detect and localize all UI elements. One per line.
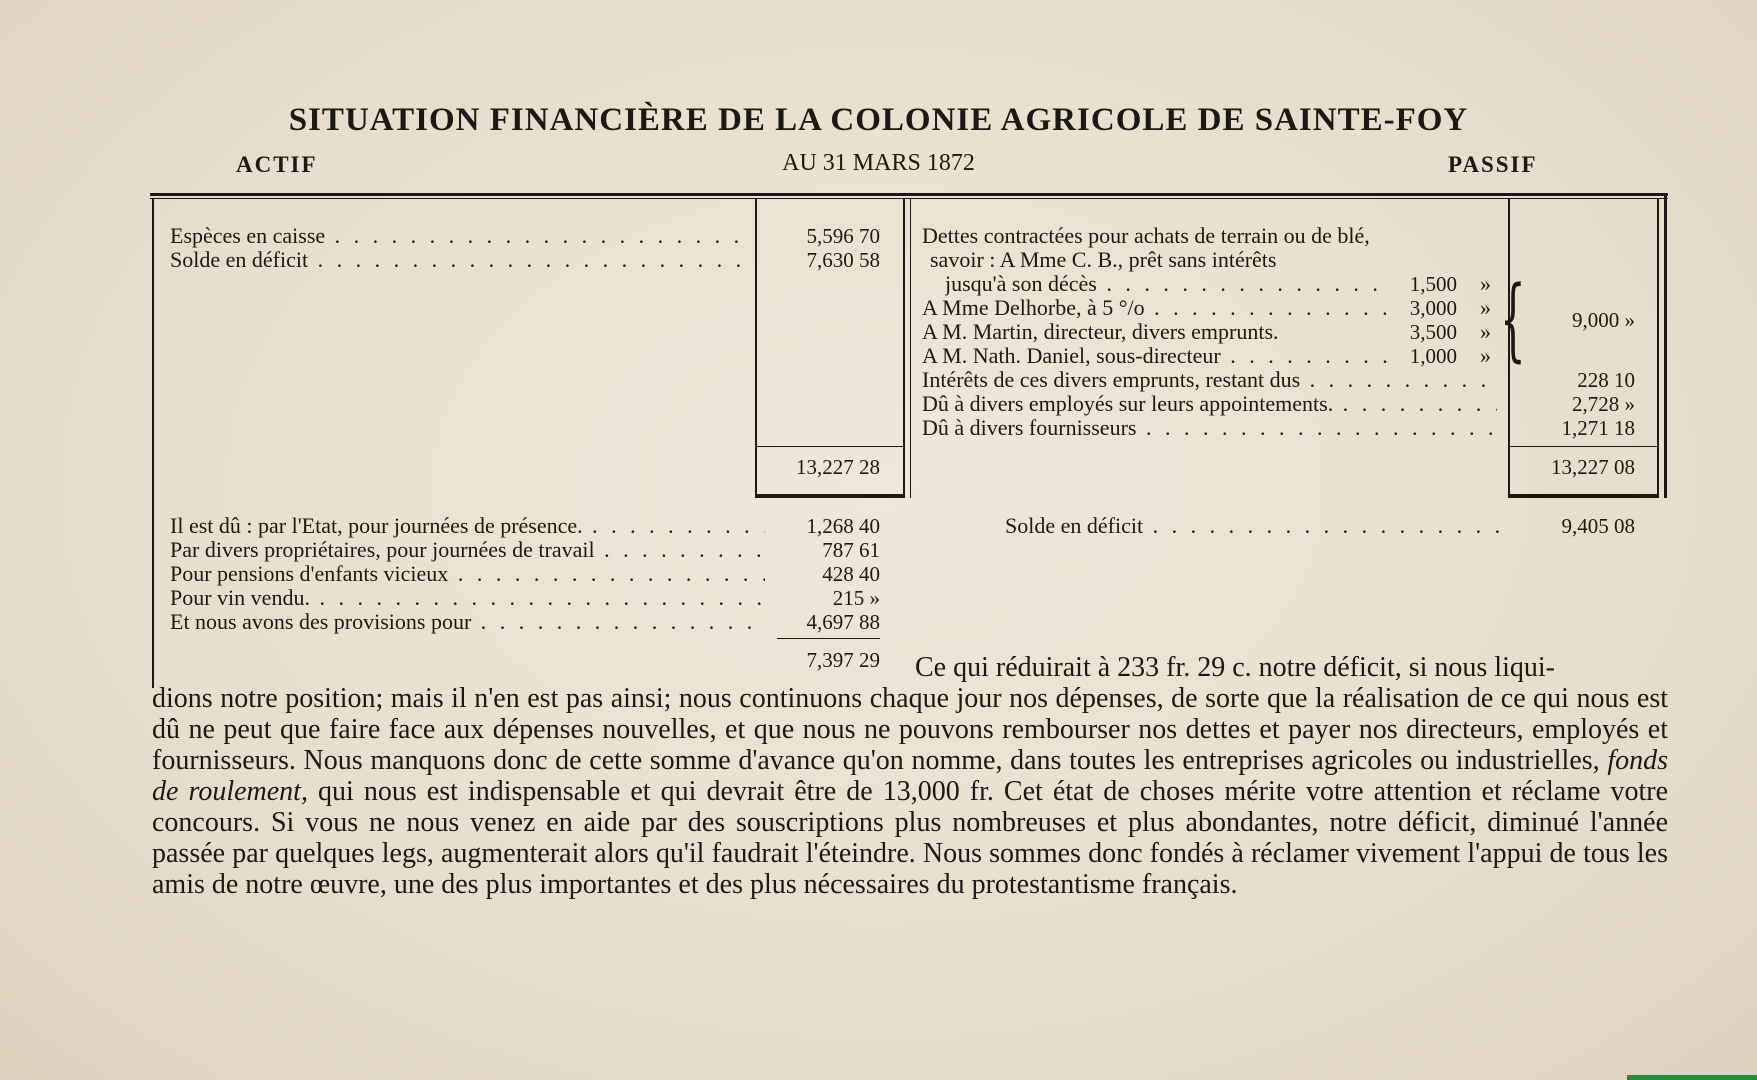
receivable-row-label: Et nous avons des provisions pour . . . (170, 610, 765, 634)
date-heading: AU 31 MARS 1872 (782, 150, 975, 176)
edge-mark (1627, 1075, 1757, 1080)
passif-subrow-mark: » (1480, 295, 1491, 320)
passif-subrow-mark: » (1480, 271, 1491, 296)
passif-subrow-mark: » (1480, 343, 1491, 368)
paragraph-italic: fonds de roulement, (152, 745, 1669, 807)
passif-subrow-amount: 1,500 (1409, 272, 1457, 296)
left-border (152, 198, 154, 688)
receivable-row-amount: 215 » (832, 586, 880, 610)
receivable-row-label: Il est dû : par l'Etat, pour journées de présence. . . . (170, 514, 765, 538)
passif-subrow-label: jusqu'à son décès . . . (945, 272, 1390, 296)
paragraph-first-line: Ce qui réduirait à 233 fr. 29 c. notre déficit, si nous liqui- (915, 652, 1555, 683)
passif-subrow-label: A M. Martin, directeur, divers emprunts. (922, 319, 1279, 344)
passif-row-amount: 2,728 » (1572, 392, 1635, 416)
passif-subrow-label: A Mme Delhorbe, à 5 °/o . . . (922, 296, 1390, 320)
deficit-label: Solde en déficit . . . (1005, 514, 1505, 538)
actif-total: 13,227 28 (796, 455, 880, 479)
passif-subrow-amount: 3,000 (1409, 296, 1457, 320)
passif-row-amount: 1,271 18 (1561, 416, 1635, 440)
receivable-row-label: Pour pensions d'enfants vicieux . . . (170, 562, 765, 586)
deficit-amount: 9,405 08 (1561, 514, 1635, 538)
actif-amount-right-rule (903, 198, 905, 498)
receivable-row-amount: 1,268 40 (806, 514, 880, 538)
passif-row-label: Dû à divers fournisseurs . . . (922, 416, 1497, 440)
passif-debts-line1: Dettes contractées pour achats de terrain ou de blé, (922, 223, 1370, 248)
passif-subtotal-rule (1510, 446, 1657, 447)
actif-row-amount: 7,630 58 (806, 248, 880, 272)
receivables-total: 7,397 29 (806, 648, 880, 672)
passif-subrow-amount: 1,000 (1409, 344, 1457, 368)
curly-brace: { (1500, 267, 1526, 372)
actif-row-amount: 5,596 70 (806, 224, 880, 248)
passif-heading: PASSIF (1448, 152, 1538, 177)
top-rule-thin (150, 198, 1668, 199)
passif-amount-right-rule (1657, 198, 1659, 498)
receivable-row-amount: 4,697 88 (806, 610, 880, 634)
receivable-row-amount: 428 40 (822, 562, 880, 586)
passif-row-label: Dû à divers employés sur leurs appointements. . . . (922, 392, 1497, 416)
passif-subrow-amount: 3,500 (1409, 320, 1457, 344)
receivable-row-label: Par divers propriétaires, pour journées de travail . . . (170, 538, 765, 562)
actif-row-label: Solde en déficit . . . (170, 248, 740, 272)
paragraph-text-end: qui nous est indispensable et qui devrait être de 13,000 fr. Cet état de choses mérite votre attention et réclame votre concours. Si vous ne nous venez en aide par des souscriptions plus nombreuses et plus abondantes, notre déficit, diminué l'année passée par quelques legs, augmenterait alors qu'il faudrait l'éteindre. Nous sommes donc fondés à réclamer vivement l'appui de tous les amis de notre œuvre, une des plus importantes et des plus nécessaires du protestantisme français. (152, 776, 1669, 900)
passif-left-rule (910, 198, 911, 498)
actif-total-rule (757, 494, 903, 498)
passif-row-label: Intérêts de ces divers emprunts, restant dus . . . (922, 368, 1497, 392)
passif-total: 13,227 08 (1551, 455, 1635, 479)
receivables-sum-rule (777, 638, 880, 639)
actif-amount-left-rule (755, 198, 757, 498)
actif-subtotal-rule (757, 446, 903, 447)
passif-subrow-mark: » (1480, 319, 1491, 344)
actif-row-label: Espèces en caisse . . . (170, 224, 740, 248)
right-border (1664, 193, 1667, 498)
passif-debts-line2: savoir : A Mme C. B., prêt sans intérêts (930, 247, 1277, 272)
paragraph-text: dions notre position; mais il n'en est pas ainsi; nous continuons chaque jour nos dépenses, de sorte que la réalisation de ce qui nous est dû ne peut que faire face aux dépenses nouvelles, et que nous ne pouvons rembourser nos dettes et payer nos directeurs, employés et fournisseurs. Nous manquons donc de cette somme d'avance qu'on nomme, dans toutes les entreprises agricoles ou industrielles, (152, 683, 1668, 776)
body-paragraph (152, 683, 1668, 900)
top-rule (150, 193, 1668, 196)
receivable-row-amount: 787 61 (822, 538, 880, 562)
receivable-row-label: Pour vin vendu. . . . (170, 586, 765, 610)
passif-brace-total: 9,000 » (1572, 308, 1635, 332)
passif-total-rule (1510, 494, 1657, 498)
passif-row-amount: 228 10 (1577, 368, 1635, 392)
document-title: SITUATION FINANCIÈRE DE LA COLONIE AGRICOLE DE SAINTE-FOY (288, 102, 1469, 138)
passif-subrow-label: A M. Nath. Daniel, sous-directeur . . . (922, 344, 1390, 368)
actif-heading: ACTIF (236, 152, 318, 177)
